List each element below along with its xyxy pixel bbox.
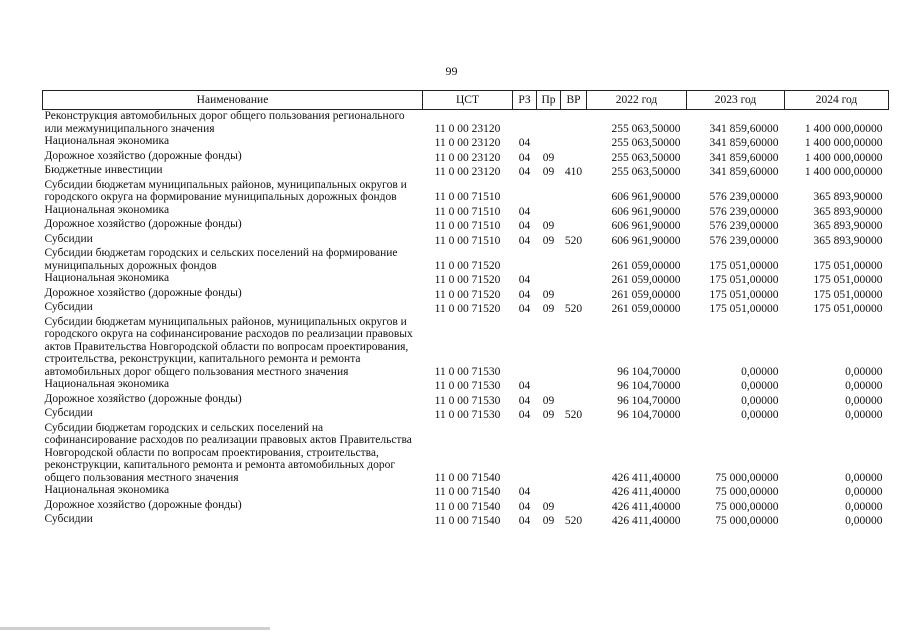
row-2022: 426 411,40000: [611, 515, 681, 527]
row-vr: 520: [564, 303, 583, 315]
row-rz: 04: [518, 205, 531, 218]
row-2024: 1 400 000,00000: [804, 137, 883, 149]
row-name: Дорожное хозяйство (дорожные фонды): [44, 498, 242, 511]
row-2022: 606 961,90000: [611, 234, 681, 247]
row-2022: 255 063,50000: [611, 122, 681, 135]
row-2023: 576 239,00000: [709, 191, 779, 203]
header-name: Наименование: [43, 91, 423, 110]
row-2022: 96 104,70000: [617, 394, 681, 407]
table-row: [43, 513, 889, 528]
row-2022: 96 104,70000: [617, 365, 681, 378]
row-2023: 175 051,00000: [709, 274, 779, 286]
row-2024: 0,00000: [845, 365, 883, 378]
row-pr: 09: [542, 500, 555, 513]
row-vr: [561, 204, 587, 219]
row-cst: 11 0 00 71510: [434, 220, 501, 232]
row-vr: 520: [564, 234, 583, 247]
row-vr: [561, 287, 587, 302]
row-rz: 04: [518, 220, 531, 232]
row-cst: 11 0 00 71520: [434, 303, 501, 315]
row-2024: 0,00000: [845, 380, 883, 392]
row-rz: 04: [518, 515, 531, 527]
row-2022: 255 063,50000: [611, 151, 681, 164]
row-pr: 09: [542, 151, 555, 164]
row-2023: 175 051,00000: [709, 303, 779, 315]
row-2022: 96 104,70000: [617, 409, 681, 421]
row-pr: 09: [542, 409, 555, 421]
row-rz: [513, 179, 537, 204]
row-2022: 261 059,00000: [611, 303, 681, 315]
scan-edge-artifact: [0, 627, 270, 630]
row-pr: [537, 272, 561, 287]
row-pr: 09: [542, 303, 555, 315]
row-2024: 175 051,00000: [813, 288, 883, 301]
row-2023: 175 051,00000: [709, 288, 779, 301]
row-2023: 341 859,60000: [709, 122, 779, 135]
row-vr: [561, 179, 587, 204]
row-cst: 11 0 00 71540: [434, 471, 501, 484]
row-2023: 0,00000: [741, 394, 779, 407]
row-cst: 11 0 00 71530: [434, 394, 501, 407]
row-2023: 0,00000: [741, 365, 779, 378]
row-2024: 365 893,90000: [813, 220, 883, 232]
row-name: Дорожное хозяйство (дорожные фонды): [44, 286, 242, 299]
row-vr: 520: [564, 409, 583, 421]
row-rz: [513, 316, 537, 379]
table-row: [43, 393, 889, 408]
table-row: [43, 218, 889, 233]
header-2024: 2024 год: [785, 91, 889, 110]
table-row: [43, 110, 889, 136]
row-2023: 0,00000: [741, 409, 779, 421]
row-2022: 261 059,00000: [611, 259, 681, 272]
row-2024: 1 400 000,00000: [804, 166, 883, 178]
row-2024: 175 051,00000: [813, 303, 883, 315]
row-cst: 11 0 00 71510: [434, 234, 501, 247]
table-row: [43, 179, 889, 204]
row-rz: 04: [518, 380, 531, 392]
row-rz: 04: [518, 486, 531, 498]
row-vr: [561, 393, 587, 408]
row-cst: 11 0 00 71530: [434, 380, 501, 392]
row-name: Субсидии: [44, 513, 93, 525]
row-rz: 04: [518, 166, 531, 178]
row-rz: 04: [518, 137, 531, 149]
row-vr: [561, 316, 587, 379]
row-name: Субсидии бюджетам городских и сельских поселений на формирование муниципальных дорожных фондов: [44, 247, 398, 272]
header-2023: 2023 год: [687, 91, 785, 110]
row-vr: [561, 422, 587, 485]
row-pr: 09: [542, 220, 555, 232]
row-vr: [561, 110, 587, 136]
row-cst: 11 0 00 23120: [434, 122, 501, 135]
row-2024: 0,00000: [845, 515, 883, 527]
row-2022: 426 411,40000: [611, 500, 681, 513]
row-2024: 0,00000: [845, 409, 883, 421]
table-row: [43, 135, 889, 150]
row-cst: 11 0 00 23120: [434, 151, 501, 164]
row-pr: [537, 110, 561, 136]
row-2023: 75 000,00000: [715, 515, 779, 527]
table-row: [43, 150, 889, 165]
row-vr: 410: [564, 166, 583, 178]
row-name: Субсидии бюджетам муниципальных районов, муниципальных округов и городского округа на формирование муниципальных дорожных фондов: [44, 178, 407, 203]
row-pr: [537, 316, 561, 379]
row-2022: 255 063,50000: [611, 166, 681, 178]
table-row: [43, 301, 889, 316]
row-vr: [561, 499, 587, 514]
header-vr: ВР: [561, 91, 587, 110]
row-cst: 11 0 00 71530: [434, 365, 501, 378]
row-pr: 09: [542, 288, 555, 301]
row-2023: 341 859,60000: [709, 166, 779, 178]
row-pr: 09: [542, 166, 555, 178]
row-2023: 576 239,00000: [709, 205, 779, 218]
row-2022: 261 059,00000: [611, 274, 681, 286]
row-2024: 175 051,00000: [813, 274, 883, 286]
row-pr: [537, 204, 561, 219]
table-row: [43, 233, 889, 248]
row-cst: 11 0 00 71520: [434, 288, 501, 301]
table-row: [43, 484, 889, 499]
row-cst: 11 0 00 71520: [434, 259, 501, 272]
header-2022: 2022 год: [587, 91, 687, 110]
row-2022: 96 104,70000: [617, 380, 681, 392]
page-number: 99: [445, 64, 458, 78]
row-2024: 0,00000: [845, 471, 883, 484]
row-rz: 04: [518, 151, 531, 164]
row-2023: 75 000,00000: [715, 471, 779, 484]
table-row: [43, 499, 889, 514]
row-name: Национальная экономика: [44, 203, 170, 216]
row-pr: [537, 135, 561, 150]
header-rz: РЗ: [513, 91, 537, 110]
row-name: Национальная экономика: [44, 484, 170, 496]
row-vr: [561, 135, 587, 150]
row-pr: [537, 422, 561, 485]
row-pr: 09: [542, 515, 555, 527]
row-name: Реконструкция автомобильных дорог общего пользования регионального или межмуниципального значения: [44, 110, 405, 135]
header-cst: ЦСТ: [423, 91, 513, 110]
row-vr: [561, 218, 587, 233]
row-2024: 0,00000: [845, 486, 883, 498]
row-rz: 04: [518, 500, 531, 513]
row-pr: 09: [542, 394, 555, 407]
row-2023: 75 000,00000: [715, 500, 779, 513]
table-row: [43, 378, 889, 393]
row-name: Субсидии бюджетам муниципальных районов, муниципальных округов и городского округа на софинансирование расходов по реализации правовых актов Правительства Новгородской области по вопросам проектирования, строительства, реконструкции, капитального ремонта и ремонта автомобильных дорог общего пользования местного значения: [44, 315, 413, 378]
row-rz: [513, 247, 537, 272]
header-pr: Пр: [537, 91, 561, 110]
row-rz: 04: [518, 409, 531, 421]
row-name: Национальная экономика: [44, 272, 170, 284]
row-cst: 11 0 00 23120: [434, 166, 501, 178]
row-name: Субсидии: [44, 232, 93, 245]
row-2024: 175 051,00000: [813, 259, 883, 272]
row-pr: [537, 484, 561, 499]
row-cst: 11 0 00 71510: [434, 191, 501, 203]
row-2024: 365 893,90000: [813, 234, 883, 247]
row-rz: 04: [518, 234, 531, 247]
row-pr: 09: [542, 234, 555, 247]
row-name: Дорожное хозяйство (дорожные фонды): [44, 218, 242, 230]
row-cst: 11 0 00 71510: [434, 205, 501, 218]
row-2024: 0,00000: [845, 500, 883, 513]
row-cst: 11 0 00 71540: [434, 500, 501, 513]
row-vr: [561, 484, 587, 499]
budget-table: [42, 90, 889, 528]
row-2024: 0,00000: [845, 394, 883, 407]
row-2024: 365 893,90000: [813, 191, 883, 203]
row-name: Субсидии: [44, 301, 93, 313]
row-rz: [513, 422, 537, 485]
row-2022: 261 059,00000: [611, 288, 681, 301]
row-vr: [561, 247, 587, 272]
row-2024: 1 400 000,00000: [804, 122, 883, 135]
row-pr: [537, 179, 561, 204]
table-row: [43, 204, 889, 219]
row-rz: 04: [518, 394, 531, 407]
row-cst: 11 0 00 71540: [434, 515, 501, 527]
row-name: Субсидии: [44, 407, 93, 419]
row-name: Национальная экономика: [44, 135, 170, 147]
row-name: Дорожное хозяйство (дорожные фонды): [44, 149, 242, 162]
table-row: [43, 422, 889, 485]
row-2022: 426 411,40000: [611, 486, 681, 498]
row-cst: 11 0 00 71530: [434, 409, 501, 421]
row-2023: 75 000,00000: [715, 486, 779, 498]
row-2023: 576 239,00000: [709, 220, 779, 232]
row-2023: 0,00000: [741, 380, 779, 392]
table-row: [43, 164, 889, 179]
row-vr: 520: [564, 515, 583, 527]
row-pr: [537, 378, 561, 393]
row-rz: 04: [518, 274, 531, 286]
row-2023: 341 859,60000: [709, 151, 779, 164]
row-2022: 606 961,90000: [611, 205, 681, 218]
row-2022: 255 063,50000: [611, 137, 681, 149]
row-rz: 04: [518, 303, 531, 315]
row-name: Субсидии бюджетам городских и сельских поселений на софинансирование расходов по реализации правовых актов Правительства Новгородской области по вопросам проектирования, строительства, реконструкции, капитального ремонта и ремонта автомобильных дорог общего пользования местного значения: [44, 421, 412, 484]
table-row: [43, 316, 889, 379]
row-2023: 341 859,60000: [709, 137, 779, 149]
row-cst: 11 0 00 23120: [434, 137, 501, 149]
row-2023: 175 051,00000: [709, 259, 779, 272]
row-name: Национальная экономика: [44, 378, 170, 390]
table-row: [43, 247, 889, 272]
row-rz: [513, 110, 537, 136]
row-vr: [561, 378, 587, 393]
row-vr: [561, 150, 587, 165]
row-cst: 11 0 00 71540: [434, 486, 501, 498]
table-header-row: [43, 91, 889, 110]
row-rz: 04: [518, 288, 531, 301]
row-name: Бюджетные инвестиции: [44, 164, 163, 176]
row-pr: [537, 247, 561, 272]
row-2024: 365 893,90000: [813, 205, 883, 218]
row-2023: 576 239,00000: [709, 234, 779, 247]
table-row: [43, 272, 889, 287]
row-2022: 606 961,90000: [611, 220, 681, 232]
table-body: [43, 110, 889, 528]
table-row: [43, 287, 889, 302]
row-2022: 426 411,40000: [611, 471, 681, 484]
row-vr: [561, 272, 587, 287]
row-cst: 11 0 00 71520: [434, 274, 501, 286]
row-2024: 1 400 000,00000: [804, 151, 883, 164]
row-name: Дорожное хозяйство (дорожные фонды): [44, 392, 242, 405]
row-2022: 606 961,90000: [611, 191, 681, 203]
table-row: [43, 407, 889, 422]
